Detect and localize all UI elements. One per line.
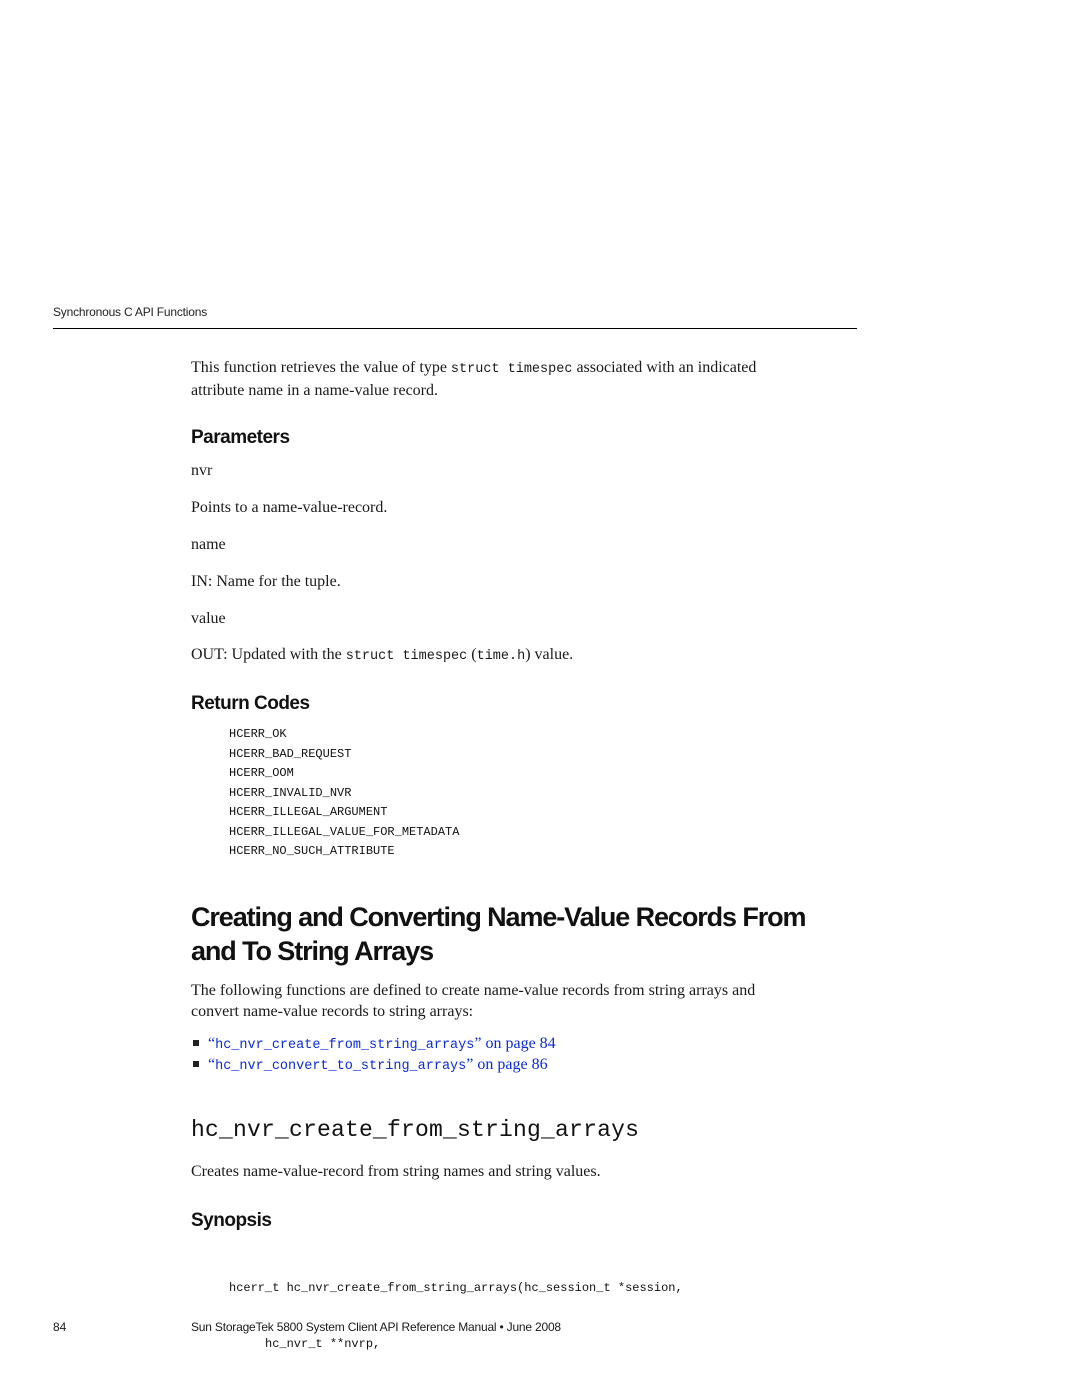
bullet-icon [193, 1061, 199, 1067]
param-name-value: value [191, 610, 226, 627]
bullet-icon [193, 1040, 199, 1046]
param-desc-nvr: Points to a name-value-record. [191, 499, 388, 516]
function-title: hc_nvr_create_from_string_arrays [191, 1117, 640, 1143]
intro-paragraph [191, 357, 871, 401]
return-code: HCERR_ILLEGAL_VALUE_FOR_METADATA [229, 824, 460, 839]
intro-code: struct timespec [450, 362, 573, 377]
link-list-item [193, 1033, 556, 1056]
param-name-name: name [191, 536, 226, 553]
section-description: The following functions are defined to create name-value records from string arrays and convert name-value records to string arrays: [191, 982, 756, 1020]
param-desc-name: IN: Name for the tuple. [191, 573, 341, 590]
function-description: Creates name-value-record from string names and string values. [191, 1163, 601, 1180]
header-rule [53, 328, 857, 329]
intro-line-1 [191, 357, 871, 380]
link-convert-to-string-arrays[interactable]: “hc_nvr_convert_to_string_arrays” on page 86 [208, 1056, 548, 1074]
return-code: HCERR_OK [229, 727, 287, 741]
param-value-code: struct timespec [345, 649, 468, 664]
return-codes-heading: Return Codes [191, 693, 310, 714]
synopsis-line: hcerr_t hc_nvr_create_from_string_arrays(hc_session_t *session, [229, 1281, 683, 1295]
synopsis-heading: Synopsis [191, 1210, 272, 1231]
return-codes-list [229, 725, 459, 862]
return-code: HCERR_INVALID_NVR [229, 785, 352, 800]
intro-text-after: associated with an indicated [572, 359, 757, 376]
return-code: HCERR_ILLEGAL_ARGUMENT [229, 805, 388, 819]
return-code: HCERR_BAD_REQUEST [229, 746, 352, 761]
link-list-item [193, 1054, 548, 1077]
section-title-line-2: and To String Arrays [191, 936, 434, 966]
section-title-line-1: Creating and Converting Name-Value Records From [191, 902, 806, 932]
link-create-from-string-arrays[interactable]: “hc_nvr_create_from_string_arrays” on page 84 [208, 1035, 556, 1053]
return-code: HCERR_NO_SUCH_ATTRIBUTE [229, 844, 395, 858]
param-value-header-code: time.h [476, 649, 526, 664]
return-code: HCERR_OOM [229, 766, 294, 780]
intro-text: This function retrieves the value of type [191, 359, 451, 376]
section-title [191, 900, 871, 968]
footer-page-number: 84 [53, 1320, 67, 1334]
footer-doc-title: Sun StorageTek 5800 System Client API Reference Manual • June 2008 [191, 1320, 561, 1334]
synopsis-code [229, 1243, 683, 1372]
parameters-heading: Parameters [191, 427, 290, 448]
running-header: Synchronous C API Functions [53, 305, 208, 319]
param-name-nvr: nvr [191, 462, 213, 479]
param-desc-value: OUT: Updated with the struct timespec (time.h) value. [191, 646, 574, 664]
synopsis-line: hc_nvr_t **nvrp, [229, 1336, 381, 1351]
intro-line-2: attribute name in a name-value record. [191, 382, 438, 399]
